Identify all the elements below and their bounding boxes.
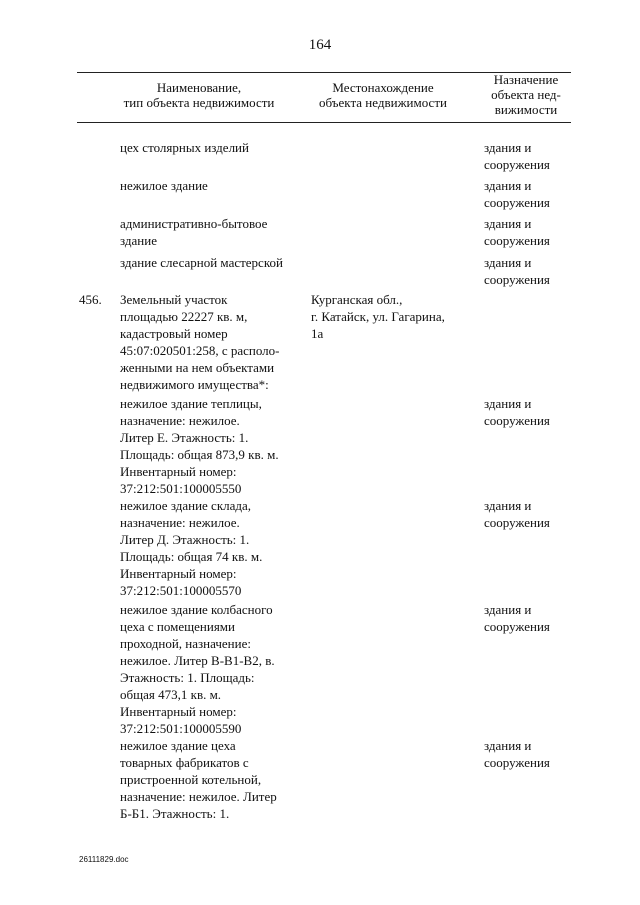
property-name: нежилое здание склада, назначение: нежилое. Литер Д. Этажность: 1. Площадь: общая 74 кв. м. Инвентарный номер: 37:212:501:100005570 [120,498,263,598]
property-name: нежилое здание теплицы, назначение: нежилое. Литер Е. Этажность: 1. Площадь: общая 873,9 кв. м. Инвентарный номер: 37:212:501:100005550 [120,396,279,496]
header-purpose-column: Назначение объекта нед- вижимости [491,72,561,117]
page-number: 164 [308,37,332,53]
property-purpose: здания и сооружения [484,498,550,530]
property-purpose: здания и сооружения [484,255,550,287]
property-purpose: здания и сооружения [484,216,550,248]
property-name: цех столярных изделий [120,140,249,155]
property-name: нежилое здание колбасного цеха с помещениями проходной, назначение: нежилое. Литер В-В1-В2, в. Этажность: 1. Площадь: общая 473,1 кв. м. Инвентарный номер: 37:212:501:100005590 [120,602,275,736]
header-location-column: Местонахождение объекта недвижимости [319,80,447,110]
property-name: административно-бытовое здание [120,216,268,248]
property-purpose: здания и сооружения [484,602,550,634]
property-purpose: здания и сооружения [484,738,550,770]
property-name: нежилое здание [120,178,208,193]
property-purpose: здания и сооружения [484,140,550,172]
property-location: Курганская обл., г. Катайск, ул. Гагарина, 1а [311,292,445,341]
property-name: Земельный участок площадью 22227 кв. м, кадастровый номер 45:07:020501:258, с располо- женными на нем объектами недвижимого имущества*: [120,292,280,392]
row-number: 456. [79,292,102,307]
property-name: здание слесарной мастерской [120,255,283,270]
table-header-rule [77,122,571,123]
property-purpose: здания и сооружения [484,396,550,428]
file-name-footer: 26111829.doc [79,855,129,864]
property-name: нежилое здание цеха товарных фабрикатов с пристроенной котельной, назначение: нежилое. Литер Б-Б1. Этажность: 1. [120,738,277,821]
header-name-column: Наименование, тип объекта недвижимости [123,80,275,110]
property-purpose: здания и сооружения [484,178,550,210]
